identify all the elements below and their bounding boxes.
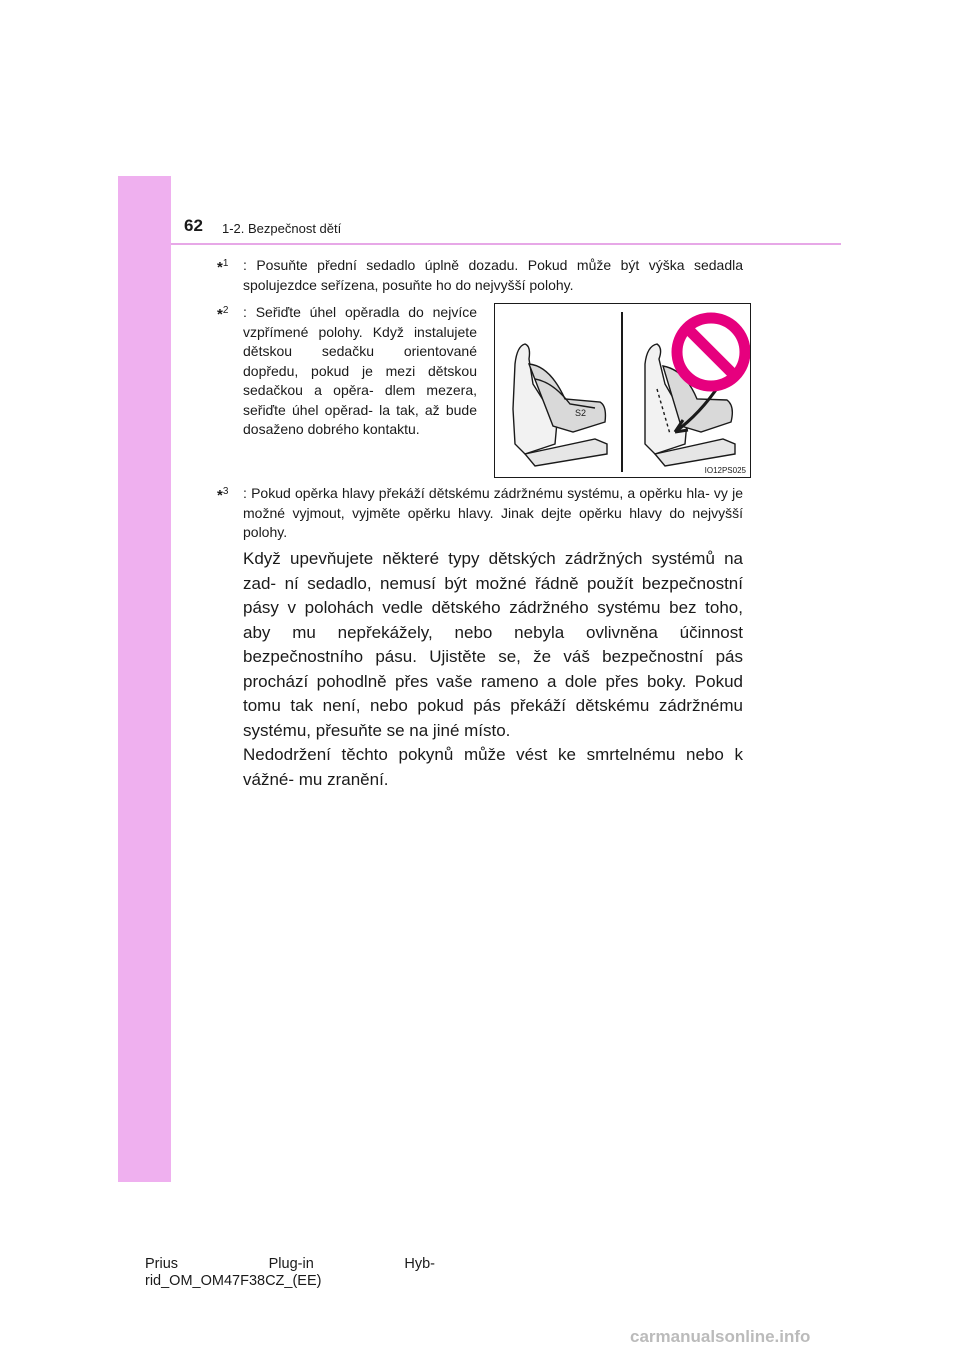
- section-title: 1-2. Bezpečnost dětí: [222, 221, 342, 236]
- note-marker: *$^3$: [217, 486, 229, 504]
- footer-hyb: Hyb-: [404, 1256, 435, 1272]
- note-1: [217, 256, 743, 295]
- correct-seat-drawing: [513, 344, 607, 466]
- watermark: carmanualsonline.info: [630, 1327, 811, 1346]
- footer: [145, 1256, 435, 1290]
- note-text: : Pokud opěrka hlavy překáží dětskému zádržnému systému, a opěrku hla- vy je možné vyjmout, vyjměte opěrku hlavy. Jinak dejte opěrku hlavy do nejvyšší polohy.: [243, 485, 743, 540]
- note-marker: *$^1$: [217, 258, 229, 276]
- footer-model: Prius: [145, 1256, 179, 1272]
- footer-variant: Plug-in: [268, 1256, 314, 1272]
- note-text: : Posuňte přední sedadlo úplně dozadu. Pokud může být výška sedadla spolujezdce seřízena, posuňte ho do nejvyšší polohy.: [243, 257, 743, 293]
- seat-diagram: [495, 304, 750, 477]
- warning-text: [243, 547, 743, 792]
- note-text: : Seřiďte úhel opěradla do nejvíce vzpřímené polohy. Když instalujete dětskou sedačku orientované dopředu, pokud je mezi dětskou sedačkou a opěra- dlem mezera, seřiďte úhel opěrad- la tak, až bude dosaženo dobrého kontaktu.: [243, 304, 477, 437]
- warning-paragraph-1: Když upevňujete některé typy dětských zádržných systémů na zad- ní sedadlo, nemusí být možné řádně použít bezpečnostní pásy v polohách vedle dětského zádržného systému bez toho, aby mu nepřekážely, nebo nebyla ovlivněna účinnost bezpečnostního pásu. Ujistěte se, že váš bezpečnostní pás prochází pohodlně přes vaše rameno a dole přes boky. Pokud tomu tak není, nebo pokud pás překáží dětskému zádržnému systému, přesuňte se na jiné místo.: [243, 549, 743, 740]
- page-number: 62: [184, 216, 203, 235]
- prohibition-icon: [677, 318, 745, 386]
- note-3: [217, 484, 743, 543]
- note-2: [217, 303, 477, 440]
- seat-illustration: [494, 303, 751, 478]
- note-marker: *$^2$: [217, 305, 229, 323]
- warning-paragraph-2: Nedodržení těchto pokynů může vést ke smrtelnému nebo k vážné- mu zranění.: [243, 745, 743, 789]
- header-rule: [171, 243, 841, 245]
- footer-code: rid_OM_OM47F38CZ_(EE): [145, 1273, 322, 1289]
- side-tab: [118, 176, 171, 1182]
- figure-code: IO12PS025: [704, 466, 746, 475]
- svg-text:S2: S2: [575, 408, 587, 418]
